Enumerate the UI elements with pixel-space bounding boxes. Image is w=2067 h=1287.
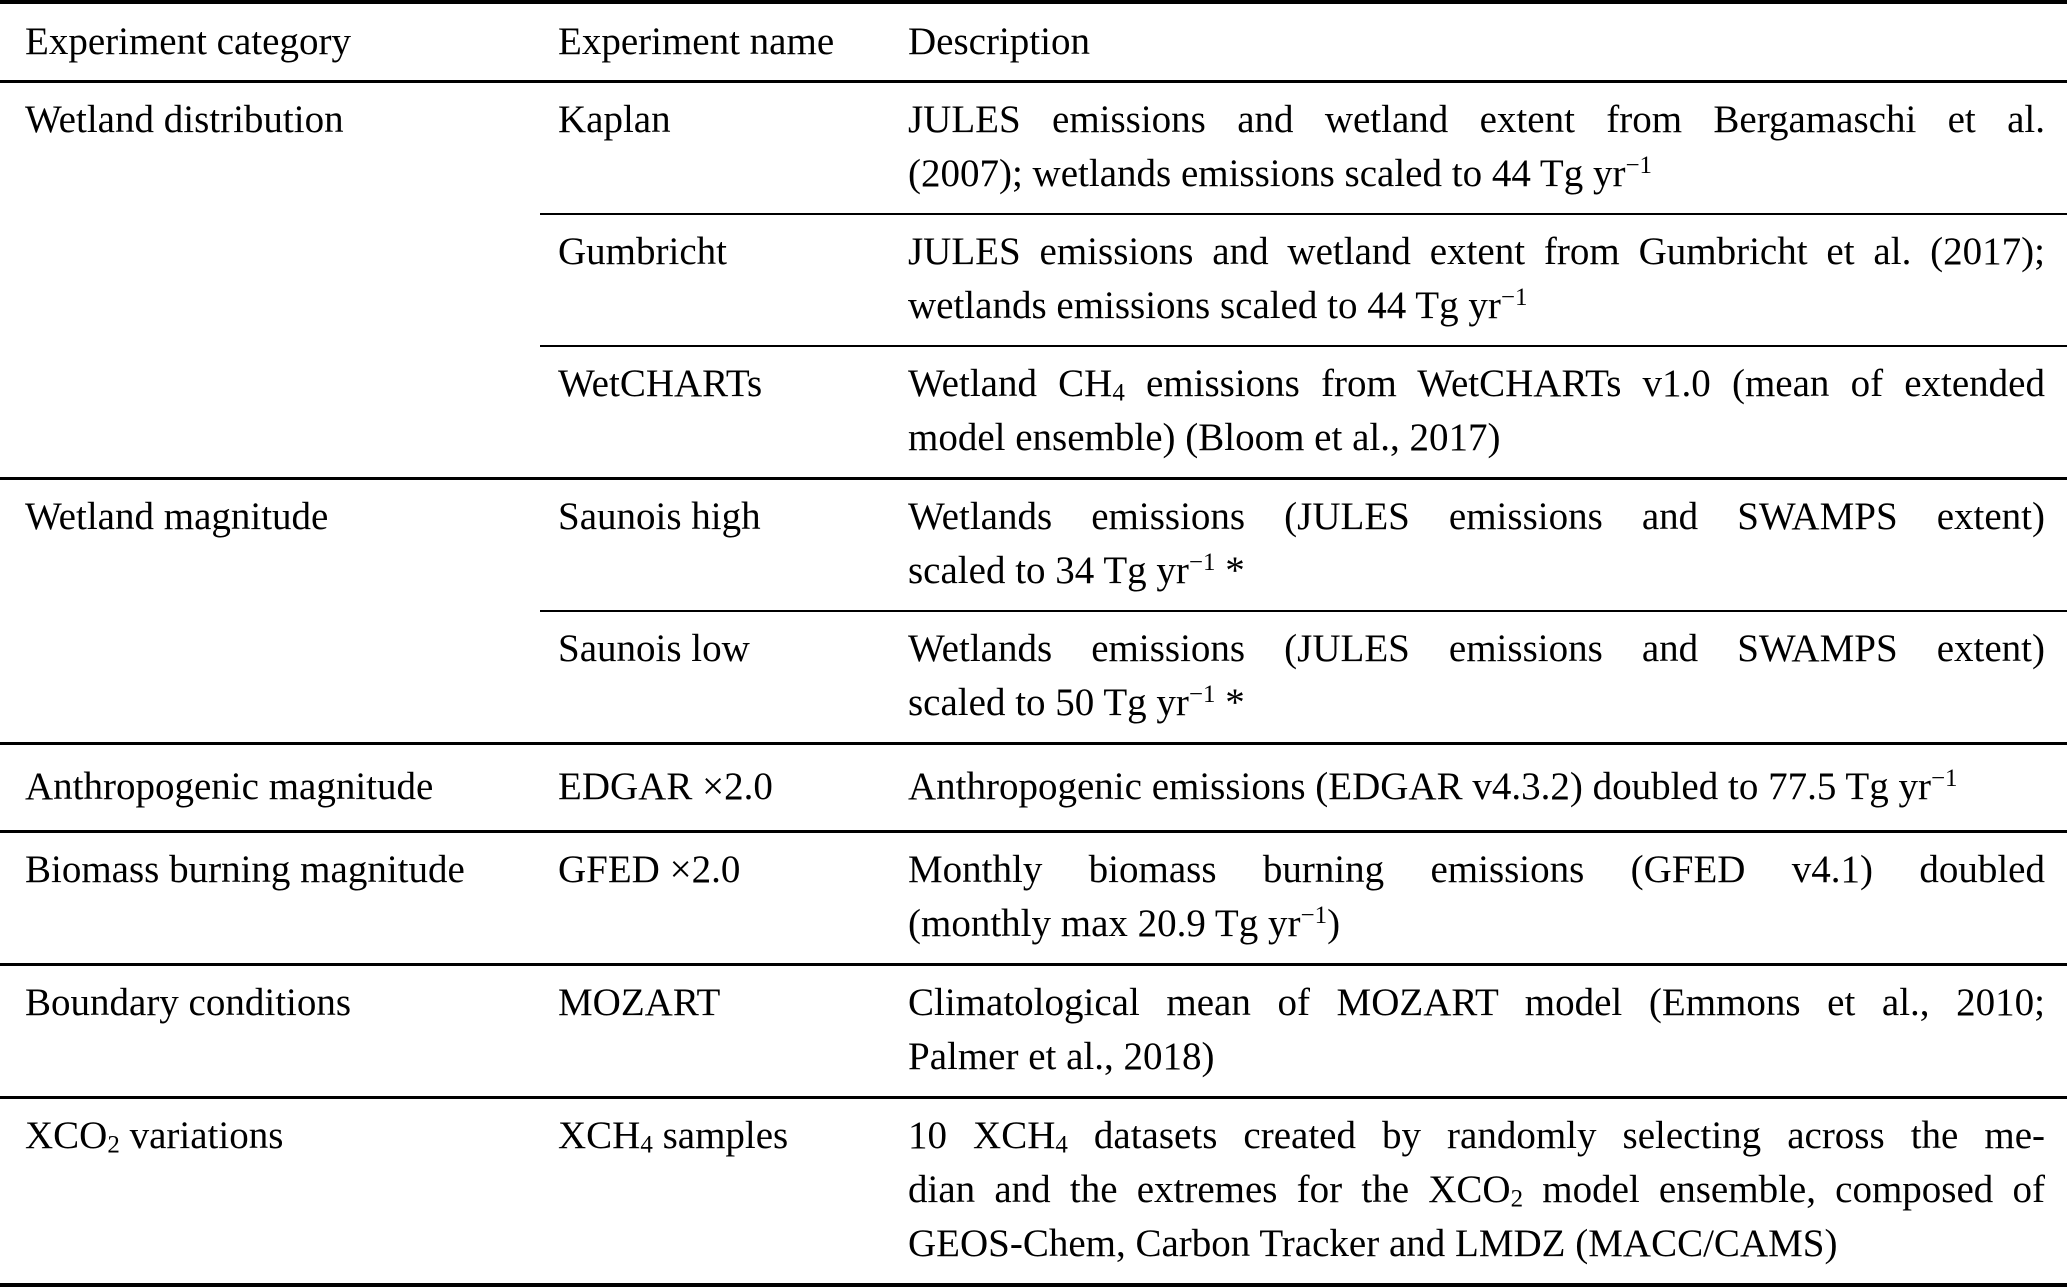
description-cell: Monthly biomass burning emissions (GFED v4.1) doubled (monthly max 20.9 Tg $yr^{-1}$): [890, 832, 2067, 965]
table-row: [0, 832, 2067, 965]
column-header-experiment-name: Experiment name: [540, 2, 890, 82]
header-row: [0, 2, 2067, 82]
table-row: [0, 82, 2067, 215]
table-row: [0, 965, 2067, 1098]
experiment-name-cell: EDGAR ×2.0: [540, 744, 890, 832]
category-cell: Wetland distribution: [0, 82, 540, 479]
experiment-name-cell: Saunois low: [540, 611, 890, 744]
description-cell: Wetland $CH_4$ emissions from WetCHARTs v1.0 (mean of extended model ensemble) (Bloom et al., 2017): [890, 346, 2067, 479]
table-row: [0, 479, 2067, 612]
category-cell: Anthropogenic magnitude: [0, 744, 540, 832]
category-cell: Biomass burning magnitude: [0, 832, 540, 965]
experiment-name-cell: Gumbricht: [540, 214, 890, 346]
description-cell: Wetlands emissions (JULES emissions and SWAMPS extent) scaled to 50 Tg $yr^{-1}$ *: [890, 611, 2067, 744]
description-cell: JULES emissions and wetland extent from Bergamaschi et al. (2007); wetlands emissions scaled to 44 Tg $yr^{-1}$: [890, 82, 2067, 215]
category-cell: $XCO_2$ variations: [0, 1098, 540, 1286]
category-cell: Wetland magnitude: [0, 479, 540, 744]
description-cell: 10 $XCH_4$ datasets created by randomly selecting across the me- dian and the extremes for the $XCO_2$ model ensemble, composed of GEOS-Chem, Carbon Tracker and LMDZ (MACC/CAMS): [890, 1098, 2067, 1286]
experiment-name-cell: GFED ×2.0: [540, 832, 890, 965]
description-cell: JULES emissions and wetland extent from Gumbricht et al. (2017); wetlands emissions scaled to 44 Tg $yr^{-1}$: [890, 214, 2067, 346]
description-cell: Climatological mean of MOZART model (Emmons et al., 2010; Palmer et al., 2018): [890, 965, 2067, 1098]
column-header-description: Description: [890, 2, 2067, 82]
description-cell: Wetlands emissions (JULES emissions and SWAMPS extent) scaled to 34 Tg $yr^{-1}$ *: [890, 479, 2067, 612]
experiment-name-cell: WetCHARTs: [540, 346, 890, 479]
experiment-name-cell: Saunois high: [540, 479, 890, 612]
experiment-name-cell: Kaplan: [540, 82, 890, 215]
category-cell: Boundary conditions: [0, 965, 540, 1098]
experiment-name-cell: MOZART: [540, 965, 890, 1098]
table-row: [0, 744, 2067, 832]
experiment-name-cell: $XCH_4$ samples: [540, 1098, 890, 1286]
table-row: [0, 1098, 2067, 1286]
column-header-experiment-category: Experiment category: [0, 2, 540, 82]
description-cell: Anthropogenic emissions (EDGAR v4.3.2) doubled to 77.5 Tg $yr^{-1}$: [890, 744, 2067, 832]
